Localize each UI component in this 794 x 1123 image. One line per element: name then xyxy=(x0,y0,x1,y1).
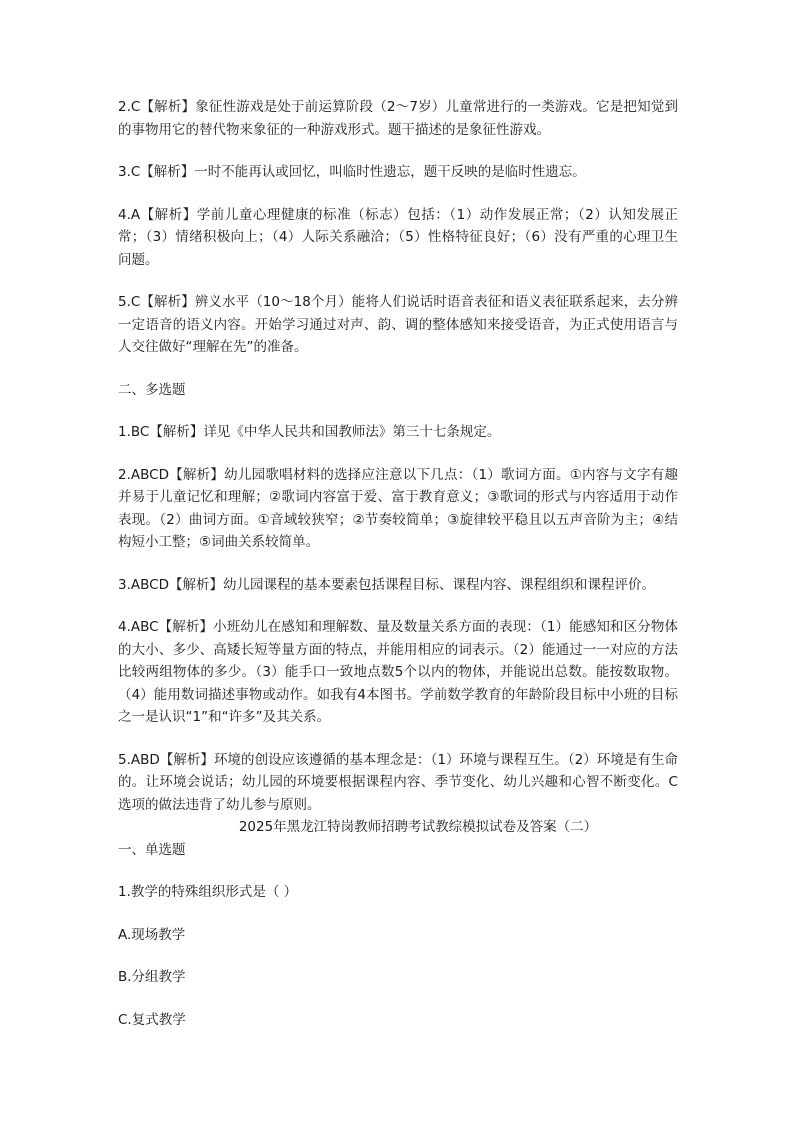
exam-title: 2025年黑龙江特岗教师招聘考试教综模拟试卷及答案（二） xyxy=(238,819,598,835)
question-stem: 1.教学的特殊组织形式是（ ） xyxy=(118,884,298,900)
multi-answer-1: 1.BC【解析】详见《中华人民共和国教师法》第三十七条规定。 xyxy=(118,424,501,440)
answer-2: 2.C【解析】象征性游戏是处于前运算阶段（2～7岁）儿童常进行的一类游戏。它是把知觉到的事物用它的替代物来象征的一种游戏形式。题干描述的是象征性游戏。 xyxy=(118,99,678,138)
option-c: C.复式教学 xyxy=(118,1011,186,1028)
multi-answer-5: 5.ABD【解析】环境的创设应该遵循的基本理念是：（1）环境与课程互生。（2）环境是有生命的。让环境会说话；幼儿园的环境要根据课程内容、季节变化、幼儿兴趣和心智不断变化。C选项的做法违背了幼儿参与原则。 xyxy=(118,751,678,813)
multi-answer-3: 3.ABCD【解析】幼儿园课程的基本要素包括课程目标、课程内容、课程组织和课程评价。 xyxy=(118,576,655,593)
answer-4: 4.A【解析】学前儿童心理健康的标准（标志）包括：（1）动作发展正常；（2）认知发展正常；（3）情绪积极向上；（4）人际关系融洽；（5）性格特征良好；（6）没有严重的心理卫生问题。 xyxy=(118,206,678,268)
section-heading-multi: 二、多选题 xyxy=(118,381,186,398)
multi-answer-2: 2.ABCD【解析】幼儿园歌唱材料的选择应注意以下几点：（1）歌词方面。①内容与文字有趣并易于儿童记忆和理解；②歌词内容富于爱、富于教育意义；③歌词的形式与内容适用于动作表现。（2）曲词方面。①音域较狭窄；②节奏较简单；③旋律较平稳且以五声音阶为主；④结构短小工整；⑤词曲关系较简单。 xyxy=(118,466,678,550)
answer-3: 3.C【解析】一时不能再认或回忆，叫临时性遗忘，题干反映的是临时性遗忘。 xyxy=(118,164,586,180)
document-page xyxy=(118,96,678,1051)
multi-answer-4: 4.ABC【解析】小班幼儿在感知和理解数、量及数量关系方面的表现：（1）能感知和区分物体的大小、多少、高矮长短等量方面的特点，并能用相应的词表示。（2）能通过一一对应的方法比较两组物体的多少。（3）能手口一致地点数5个以内的物体，并能说出总数。能按数取物。（4）能用数词描述事物或动作。如我有4本图书。学前数学教育的年龄阶段目标中小班的目标之一是认识“1”和“许多”及其关系。 xyxy=(118,619,678,725)
section-heading-single: 一、单选题 xyxy=(118,841,186,858)
option-b: B.分组教学 xyxy=(118,969,186,985)
option-a: A.现场教学 xyxy=(118,926,186,943)
answer-5: 5.C【解析】辨义水平（10～18个月）能将人们说话时语音表征和语义表征联系起来，去分辨一定语音的语义内容。开始学习通过对声、韵、调的整体感知来接受语音，为正式使用语言与人交往做好“理解在先”的准备。 xyxy=(118,294,678,355)
